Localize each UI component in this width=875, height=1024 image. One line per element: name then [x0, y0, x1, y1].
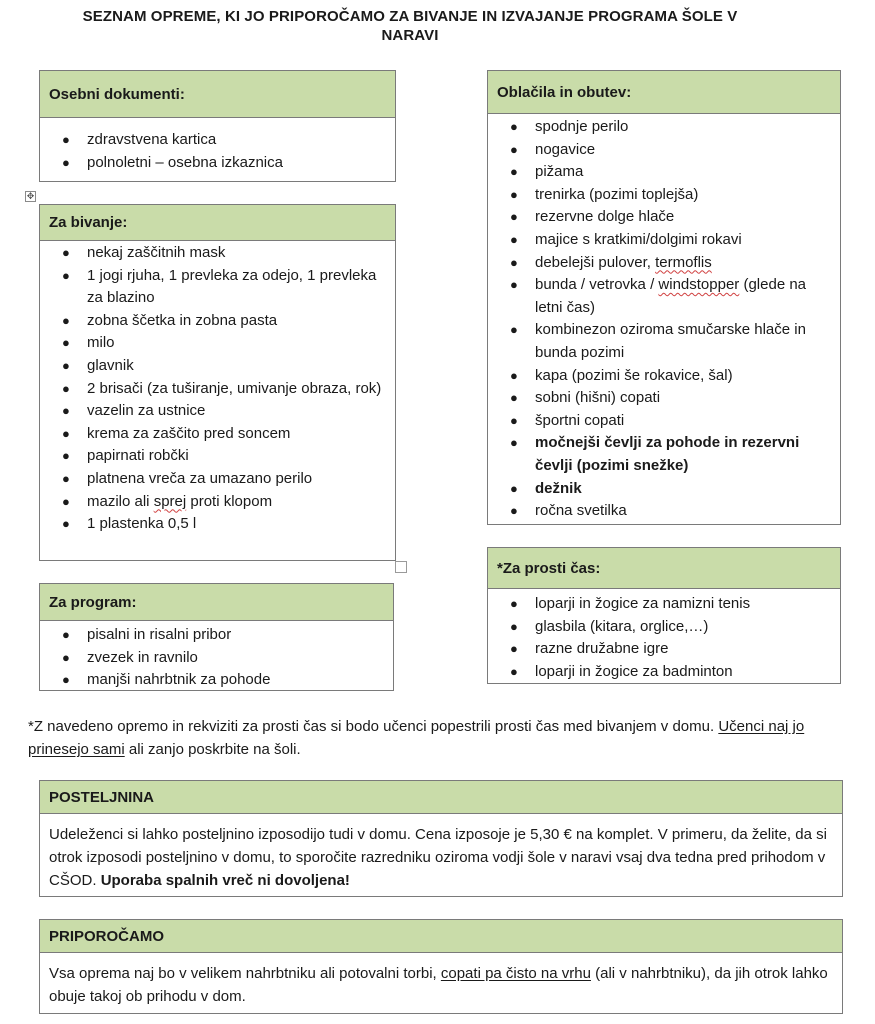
bullet-icon: ●: [62, 132, 70, 147]
list-item-text: vazelin za ustnice: [87, 402, 206, 420]
bullet-icon: ●: [62, 357, 70, 373]
bullet-icon: ●: [510, 663, 518, 679]
list-item-text: močnejši čevlji za pohode in rezervni čevlji (pozimi snežke): [535, 434, 800, 474]
list-item-text: majice s kratkimi/dolgimi rokavi: [535, 230, 742, 248]
list-item-text: sobni (hišni) copati: [535, 389, 661, 407]
table-resize-handle-icon[interactable]: [395, 561, 407, 573]
list-item-text: glasbila (kitara, orglice,…): [535, 617, 709, 635]
bullet-icon: ●: [510, 141, 518, 157]
note-text-1: *Z navedeno opremo in rekviziti za prosti čas si bodo učenci popestrili prosti čas med bivanjem v domu.: [28, 718, 719, 735]
bullet-icon: ●: [510, 277, 518, 293]
bedding-paragraph: Udeleženci si lahko posteljnino izposodijo tudi v domu. Cena izposoje je 5,30 € na komplet. V primeru, da želite, da si otrok izposodi posteljnino v domu, to sporočite razredniku oziroma vodji šole v naravi vsaj dva tedna pred prihodom v CŠOD.: [49, 826, 827, 889]
list-item: [40, 265, 395, 310]
bullet-icon: ●: [510, 367, 518, 383]
list-item: [40, 242, 395, 265]
list-item-text: debelejši pulover, termoflis: [535, 253, 712, 271]
list-item-text: bunda / vetrovka / windstopper (glede na letni čas): [535, 276, 807, 316]
list-item: [40, 355, 395, 378]
list-item: [488, 387, 840, 410]
bullet-icon: ●: [510, 503, 518, 519]
bullet-icon: ●: [62, 154, 70, 170]
bullet-icon: ●: [62, 649, 70, 665]
list-item-text: platnena vreča za umazano perilo: [87, 469, 313, 487]
list-item-text: 2 brisači (za tuširanje, umivanje obraza, rok): [87, 379, 382, 397]
list-item-text: zobna ščetka in zobna pasta: [87, 311, 278, 329]
list-item: [40, 669, 393, 692]
recommendation-heading: PRIPOROČAMO: [40, 920, 842, 953]
list-item: [40, 129, 395, 152]
bedding-warning: Uporaba spalnih vreč ni dovoljena!: [100, 872, 350, 889]
list-item: [488, 593, 840, 616]
list-item-text: manjši nahrbtnik za pohode: [87, 671, 271, 689]
title-line-1: SEZNAM OPREME, KI JO PRIPOROČAMO ZA BIVANJE IN IZVAJANJE PROGRAMA ŠOLE V: [82, 8, 738, 25]
list-item: [488, 161, 840, 184]
list-item-text: glavnik: [87, 356, 134, 374]
list-item-text: mazilo ali sprej proti klopom: [87, 492, 273, 510]
clothing-box: [487, 70, 841, 525]
bullet-icon: ●: [510, 119, 518, 134]
list-item-text: športni copati: [535, 411, 625, 429]
note-underlined-text: Učenci naj jo prinesejo sami: [28, 718, 805, 758]
bullet-icon: ●: [510, 618, 518, 634]
list-item: [40, 378, 395, 401]
list-item-text: 1 jogi rjuha, 1 prevleka za odejo, 1 prevleka za blazino: [87, 266, 377, 307]
bullet-icon: ●: [62, 627, 70, 642]
list-item: [40, 624, 393, 647]
recommendation-text: [40, 953, 842, 1008]
program-box: [39, 583, 394, 691]
bullet-icon: ●: [510, 209, 518, 225]
list-item-text: 1 plastenka 0,5 l: [87, 515, 197, 533]
list-item: [40, 423, 395, 446]
program-heading: Za program:: [40, 584, 393, 621]
list-item: [488, 184, 840, 207]
list-item: [488, 252, 840, 275]
bullet-icon: ●: [62, 672, 70, 688]
list-item: [488, 410, 840, 433]
bullet-icon: ●: [62, 425, 70, 441]
list-item: [488, 274, 840, 319]
bullet-icon: ●: [62, 267, 70, 283]
list-item-text: kapa (pozimi še rokavice, šal): [535, 366, 733, 384]
list-item-text: pisalni in risalni pribor: [87, 626, 232, 643]
list-item-text: pižama: [535, 163, 584, 181]
list-item: [40, 332, 395, 355]
list-item-text: spodnje perilo: [535, 118, 629, 135]
accommodation-heading: Za bivanje:: [40, 205, 395, 241]
bedding-box: [39, 780, 843, 897]
list-item-text: kombinezon oziroma smučarske hlače in bunda pozimi: [535, 321, 806, 361]
free-time-box: [487, 547, 841, 684]
recommendation-box: [39, 919, 843, 1014]
personal-documents-box: [39, 70, 396, 182]
list-item: [40, 400, 395, 423]
bullet-icon: ●: [62, 448, 70, 464]
list-item: [40, 513, 395, 536]
accommodation-list: [40, 241, 395, 536]
list-item: [488, 206, 840, 229]
list-item: [488, 116, 840, 139]
list-item-text: trenirka (pozimi toplejša): [535, 185, 699, 203]
list-item: [488, 365, 840, 388]
bullet-icon: ●: [510, 254, 518, 270]
list-item-text: loparji in žogice za badminton: [535, 662, 733, 680]
recommendation-underlined-text: copati pa čisto na vrhu: [440, 965, 591, 982]
clothing-list: [488, 114, 840, 523]
free-time-note: [28, 715, 848, 761]
free-time-heading: *Za prosti čas:: [488, 548, 840, 589]
bullet-icon: ●: [510, 390, 518, 406]
list-item-text: nogavice: [535, 140, 596, 158]
bullet-icon: ●: [510, 322, 518, 338]
bedding-heading: POSTELJNINA: [40, 781, 842, 814]
program-list: [40, 621, 393, 692]
free-time-list: [488, 589, 840, 683]
list-item: [488, 661, 840, 684]
bullet-icon: ●: [62, 403, 70, 419]
list-item-text: rezervne dolge hlače: [535, 208, 675, 226]
list-item: [40, 152, 395, 175]
list-item-text: papirnati robčki: [87, 447, 189, 465]
list-item: [40, 647, 393, 670]
personal-documents-heading: Osebni dokumenti:: [40, 71, 395, 118]
list-item: [488, 229, 840, 252]
bullet-icon: ●: [510, 641, 518, 657]
list-item: [40, 310, 395, 333]
personal-documents-list: [40, 118, 395, 174]
list-item-text: ročna svetilka: [535, 502, 627, 520]
list-item: [40, 445, 395, 468]
list-item: [40, 491, 395, 514]
bullet-icon: ●: [62, 335, 70, 351]
bullet-icon: ●: [510, 596, 518, 611]
bullet-icon: ●: [510, 480, 518, 496]
list-item-text: zvezek in ravnilo: [87, 648, 198, 666]
recommendation-text-1: Vsa oprema naj bo v velikem nahrbtniku ali potovalni torbi,: [49, 965, 441, 982]
note-text-2: ali zanjo poskrbite na šoli.: [124, 741, 301, 758]
list-item-text: milo: [87, 334, 115, 352]
bullet-icon: ●: [510, 231, 518, 247]
bullet-icon: ●: [62, 516, 70, 532]
bullet-icon: ●: [62, 312, 70, 328]
list-item: [488, 500, 840, 523]
list-item-text: zdravstvena kartica: [87, 131, 217, 148]
list-item: [40, 468, 395, 491]
list-item: [488, 616, 840, 639]
title-line-2: NARAVI: [381, 27, 439, 44]
bullet-icon: ●: [62, 245, 70, 260]
recommendation-text-2: (ali v nahrbtniku), da jih otrok lahko obuje takoj ob prihodu v dom.: [49, 965, 828, 1005]
accommodation-box: [39, 204, 396, 561]
bedding-text: [40, 814, 842, 892]
bullet-icon: ●: [62, 493, 70, 509]
list-item: [488, 478, 840, 501]
list-item-text: polnoletni – osebna izkaznica: [87, 153, 283, 171]
bullet-icon: ●: [510, 164, 518, 180]
bullet-icon: ●: [510, 435, 518, 451]
list-item-text: razne družabne igre: [535, 640, 669, 658]
bullet-icon: ●: [62, 380, 70, 396]
list-item-text: nekaj zaščitnih mask: [87, 244, 226, 261]
list-item: [488, 638, 840, 661]
bullet-icon: ●: [510, 412, 518, 428]
clothing-heading: Oblačila in obutev:: [488, 71, 840, 114]
list-item-text: dežnik: [535, 479, 582, 497]
list-item: [488, 319, 840, 364]
table-move-handle-icon[interactable]: ✥: [26, 191, 35, 201]
document-title: [60, 7, 760, 45]
bullet-icon: ●: [62, 470, 70, 486]
list-item: [488, 139, 840, 162]
list-item: [488, 432, 840, 477]
list-item-text: loparji in žogice za namizni tenis: [535, 595, 751, 612]
list-item-text: krema za zaščito pred soncem: [87, 424, 291, 442]
bullet-icon: ●: [510, 186, 518, 202]
